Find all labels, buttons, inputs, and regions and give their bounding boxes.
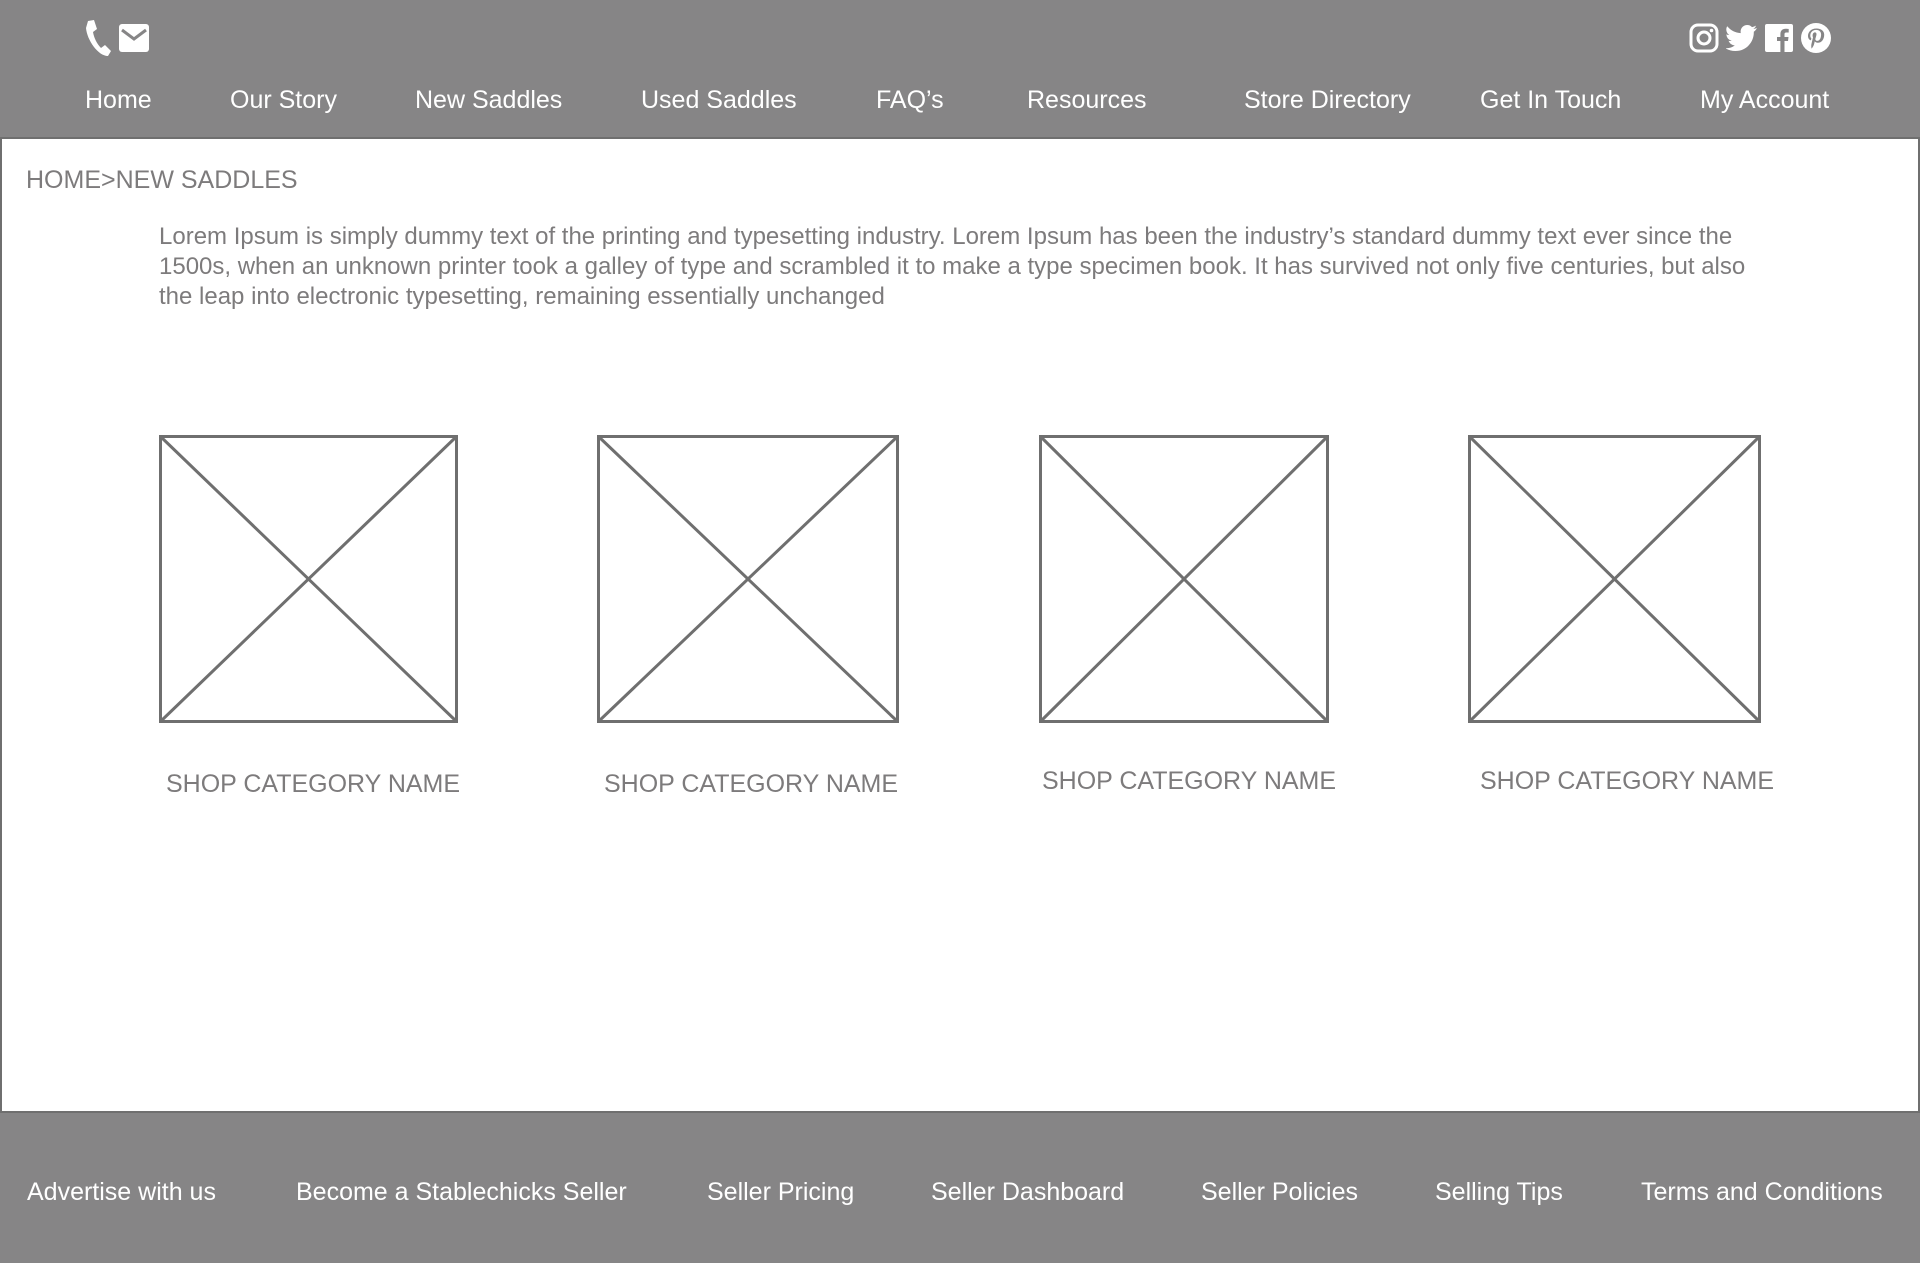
category-card-4[interactable] (1468, 435, 1762, 725)
nav-used-saddles[interactable]: Used Saddles (641, 86, 797, 114)
category-card-2[interactable] (597, 435, 900, 725)
site-footer (0, 1111, 1920, 1263)
footer-selling-tips[interactable]: Selling Tips (1435, 1178, 1563, 1206)
category-label-1[interactable]: SHOP CATEGORY NAME (166, 770, 461, 798)
category-label-3[interactable]: SHOP CATEGORY NAME (1042, 767, 1337, 795)
nav-faqs[interactable]: FAQ’s (876, 86, 944, 114)
facebook-icon[interactable] (1764, 23, 1794, 53)
nav-our-story[interactable]: Our Story (230, 86, 337, 114)
nav-get-in-touch[interactable]: Get In Touch (1480, 86, 1622, 114)
nav-store-directory[interactable]: Store Directory (1244, 86, 1411, 114)
image-placeholder (1468, 435, 1762, 725)
social-icons (1688, 22, 1832, 54)
contact-icons (82, 18, 150, 58)
footer-seller-dashboard[interactable]: Seller Dashboard (931, 1178, 1125, 1206)
footer-terms[interactable]: Terms and Conditions (1641, 1178, 1883, 1206)
category-label-4[interactable]: SHOP CATEGORY NAME (1480, 767, 1775, 795)
footer-seller-policies[interactable]: Seller Policies (1201, 1178, 1359, 1206)
site-header (0, 0, 1920, 139)
nav-home[interactable]: Home (85, 86, 152, 114)
pinterest-icon[interactable] (1800, 22, 1832, 54)
intro-text: Lorem Ipsum is simply dummy text of the printing and typesetting industry. Lorem Ipsum has been the industry’s standard dummy text ever since the 1500s, when an unknown printer took a galley of type and scrambled it to make a type specimen book. It has survived not only five centuries, but also the leap into electronic typesetting, remaining essentially unchanged (159, 223, 1746, 310)
twitter-icon[interactable] (1726, 24, 1758, 52)
category-card-1[interactable] (159, 435, 459, 725)
image-placeholder (597, 435, 900, 725)
main-nav (0, 86, 1920, 122)
instagram-icon[interactable] (1688, 22, 1720, 54)
category-label-2[interactable]: SHOP CATEGORY NAME (604, 770, 899, 798)
nav-new-saddles[interactable]: New Saddles (415, 86, 563, 114)
breadcrumb[interactable]: HOME>NEW SADDLES (26, 166, 298, 194)
footer-seller-pricing[interactable]: Seller Pricing (707, 1178, 855, 1206)
image-placeholder (159, 435, 459, 725)
phone-icon[interactable] (82, 18, 112, 58)
mail-icon[interactable] (118, 23, 150, 53)
footer-become-seller[interactable]: Become a Stablechicks Seller (296, 1178, 627, 1206)
nav-resources[interactable]: Resources (1027, 86, 1147, 114)
image-placeholder (1039, 435, 1330, 725)
nav-my-account[interactable]: My Account (1700, 86, 1830, 114)
category-card-3[interactable] (1039, 435, 1330, 725)
footer-advertise[interactable]: Advertise with us (27, 1178, 216, 1206)
